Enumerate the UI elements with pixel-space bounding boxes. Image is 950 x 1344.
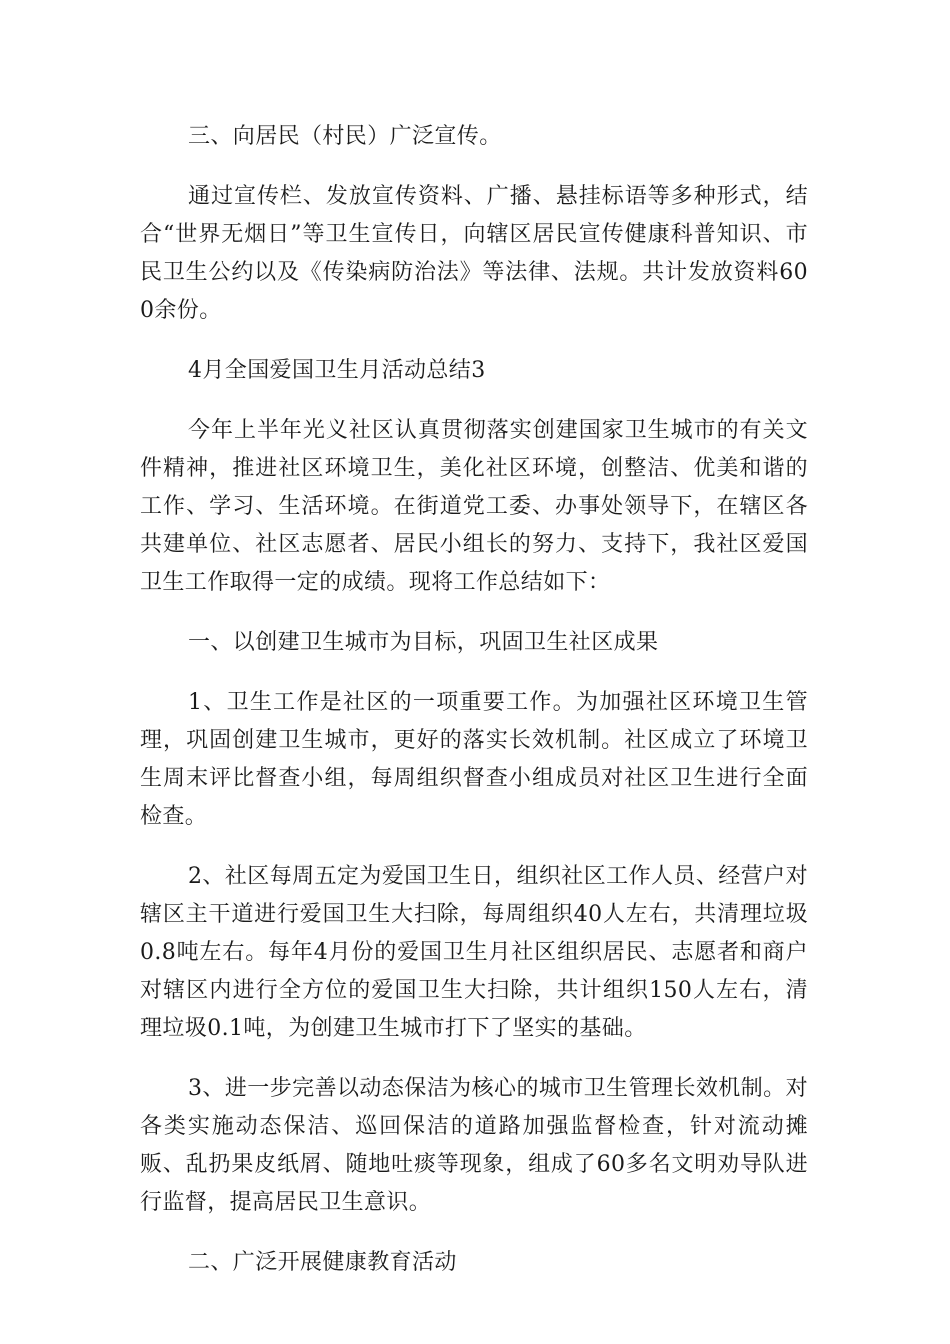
section-heading-3-publicity: 三、向居民（村民）广泛宣传。 (188, 124, 502, 149)
paragraph-item-1: 1、卫生工作是社区的一项重要工作。为加强社区环境卫生管理，巩固创建卫生城市，更好的落实长效机制。社区成立了环境卫生周末评比督查小组，每周组织督查小组成员对社区卫生进行全面检查。 (140, 690, 808, 829)
paragraph-publicity-methods: 通过宣传栏、发放宣传资料、广播、悬挂标语等多种形式，结合“世界无烟日”等卫生宣传日，向辖区居民宣传健康科普知识、市民卫生公约以及《传染病防治法》等法律、法规。共计发放资料600余份。 (140, 184, 808, 323)
document-subtitle: 4月全国爱国卫生月活动总结3 (188, 358, 486, 383)
paragraph-introduction: 今年上半年光义社区认真贯彻落实创建国家卫生城市的有关文件精神，推进社区环境卫生，美化社区环境，创整洁、优美和谐的工作、学习、生活环境。在街道党工委、办事处领导下，在辖区各共建单位、社区志愿者、居民小组长的努力、支持下，我社区爱国卫生工作取得一定的成绩。现将工作总结如下： (140, 418, 808, 595)
paragraph-item-3: 3、进一步完善以动态保洁为核心的城市卫生管理长效机制。对各类实施动态保洁、巡回保洁的道路加强监督检查，针对流动摊贩、乱扔果皮纸屑、随地吐痰等现象，组成了60多名文明劝导队进行监督，提高居民卫生意识。 (140, 1076, 808, 1215)
paragraph-item-2: 2、社区每周五定为爱国卫生日，组织社区工作人员、经营户对辖区主干道进行爱国卫生大扫除，每周组织40人左右，共清理垃圾0.8吨左右。每年4月份的爱国卫生月社区组织居民、志愿者和商户对辖区内进行全方位的爱国卫生大扫除，共计组织150人左右，清理垃圾0.1吨，为创建卫生城市打下了坚实的基础。 (140, 864, 808, 1041)
section-heading-2: 二、广泛开展健康教育活动 (188, 1250, 457, 1275)
section-heading-1: 一、以创建卫生城市为目标，巩固卫生社区成果 (188, 630, 659, 655)
document-body (140, 118, 808, 1282)
